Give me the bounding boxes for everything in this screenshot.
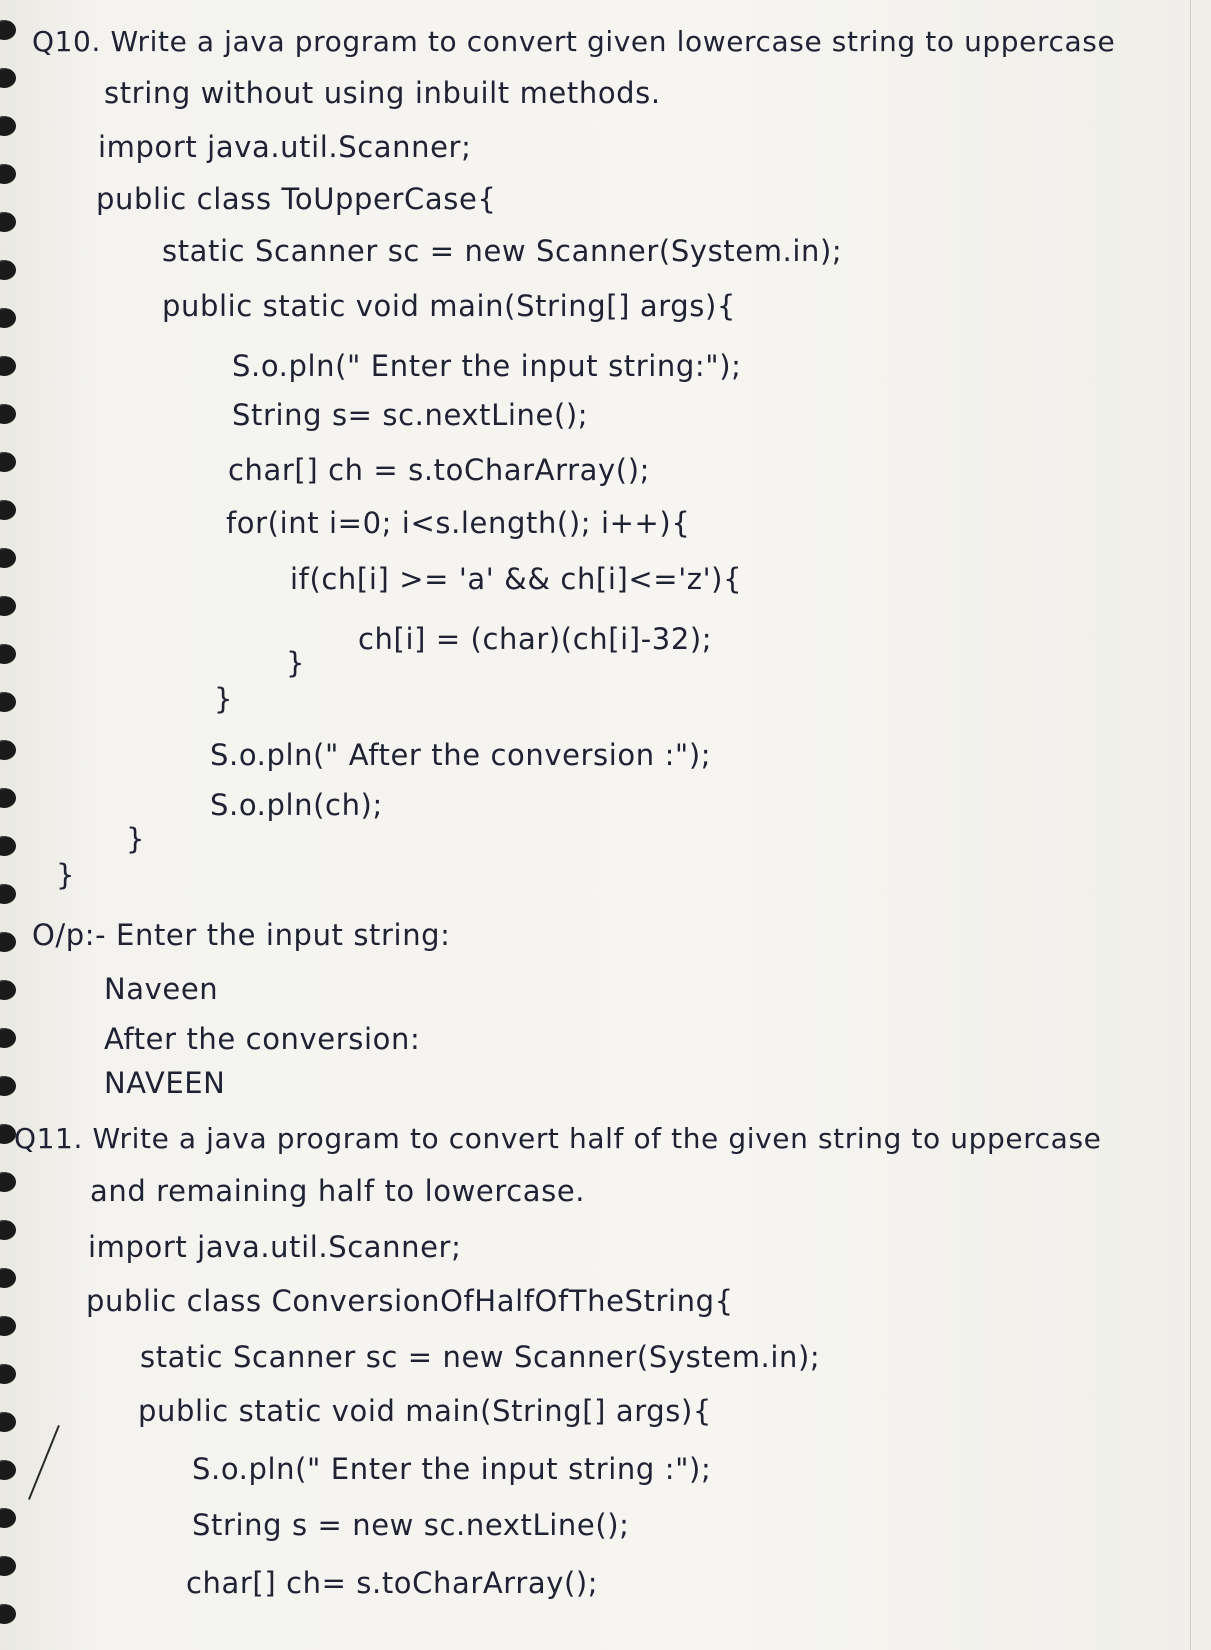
binding-hole: [0, 1268, 16, 1288]
q10-code-line: S.o.pln(" Enter the input string:");: [232, 349, 742, 383]
binding-hole: [0, 356, 16, 376]
q10-title-line1: Q10. Write a java program to convert given lowercase string to uppercase: [32, 25, 1116, 58]
margin-line: [1190, 0, 1191, 1650]
binding-hole: [0, 260, 16, 280]
q11-code-line: public static void main(String[] args){: [138, 1394, 712, 1428]
binding-hole: [0, 1028, 16, 1048]
binding-hole: [0, 1460, 16, 1480]
binding-hole: [0, 1364, 16, 1384]
binding-hole: [0, 452, 16, 472]
q10-code-line: S.o.pln(ch);: [210, 788, 383, 822]
q11-code-line: import java.util.Scanner;: [88, 1230, 462, 1264]
binding-hole: [0, 644, 16, 664]
q10-code-line: ch[i] = (char)(ch[i]-32);: [358, 622, 713, 656]
q10-code-line: if(ch[i] >= 'a' && ch[i]<='z'){: [290, 562, 743, 596]
q10-output-line: After the conversion:: [104, 1022, 421, 1056]
binding-hole: [0, 1508, 16, 1528]
q10-code-line: }: [56, 858, 76, 892]
binding-hole: [0, 68, 16, 88]
binding-hole: [0, 548, 16, 568]
q10-output-line: NAVEEN: [104, 1066, 226, 1100]
binding-hole: [0, 308, 16, 328]
binding-hole: [0, 1172, 16, 1192]
q10-output-line: Naveen: [104, 972, 219, 1006]
q10-code-line: }: [126, 822, 146, 856]
q11-code-line: S.o.pln(" Enter the input string :");: [192, 1452, 712, 1486]
q11-code-line: char[] ch= s.toCharArray();: [186, 1566, 599, 1600]
binding-hole: [0, 404, 16, 424]
q10-code-line: public class ToUpperCase{: [96, 182, 497, 216]
binding-hole: [0, 836, 16, 856]
q11-title-line1: Q11. Write a java program to convert half of the given string to uppercase: [14, 1122, 1102, 1155]
binding-hole: [0, 932, 16, 952]
q10-code-line: }: [286, 646, 306, 680]
q10-title-line2: string without using inbuilt methods.: [104, 76, 661, 110]
binding-hole: [0, 212, 16, 232]
binding-hole: [0, 788, 16, 808]
binding-hole: [0, 596, 16, 616]
q11-code-line: static Scanner sc = new Scanner(System.in);: [140, 1340, 821, 1374]
binding-hole: [0, 1556, 16, 1576]
pen-stroke-mark: [28, 1425, 60, 1500]
binding-hole: [0, 1316, 16, 1336]
q10-code-line: static Scanner sc = new Scanner(System.in);: [162, 234, 843, 268]
q11-title-line2: and remaining half to lowercase.: [90, 1174, 586, 1208]
q10-code-line: }: [214, 682, 234, 716]
binding-hole: [0, 1412, 16, 1432]
spiral-binding: [0, 0, 22, 1650]
binding-hole: [0, 164, 16, 184]
q10-output-line: O/p:- Enter the input string:: [32, 918, 451, 952]
binding-hole: [0, 692, 16, 712]
q10-code-line: S.o.pln(" After the conversion :");: [210, 738, 712, 772]
binding-hole: [0, 740, 16, 760]
q11-code-line: String s = new sc.nextLine();: [192, 1508, 630, 1542]
q11-code-line: public class ConversionOfHalfOfTheString{: [86, 1284, 734, 1318]
q10-code-line: char[] ch = s.toCharArray();: [228, 453, 650, 487]
binding-hole: [0, 116, 16, 136]
binding-hole: [0, 1076, 16, 1096]
q10-code-line: for(int i=0; i<s.length(); i++){: [226, 506, 691, 540]
binding-hole: [0, 20, 16, 40]
q10-code-line: String s= sc.nextLine();: [232, 398, 589, 432]
q10-code-line: public static void main(String[] args){: [162, 289, 736, 323]
binding-hole: [0, 884, 16, 904]
binding-hole: [0, 1220, 16, 1240]
binding-hole: [0, 500, 16, 520]
binding-hole: [0, 980, 16, 1000]
binding-hole: [0, 1604, 16, 1624]
q10-code-line: import java.util.Scanner;: [98, 130, 472, 164]
